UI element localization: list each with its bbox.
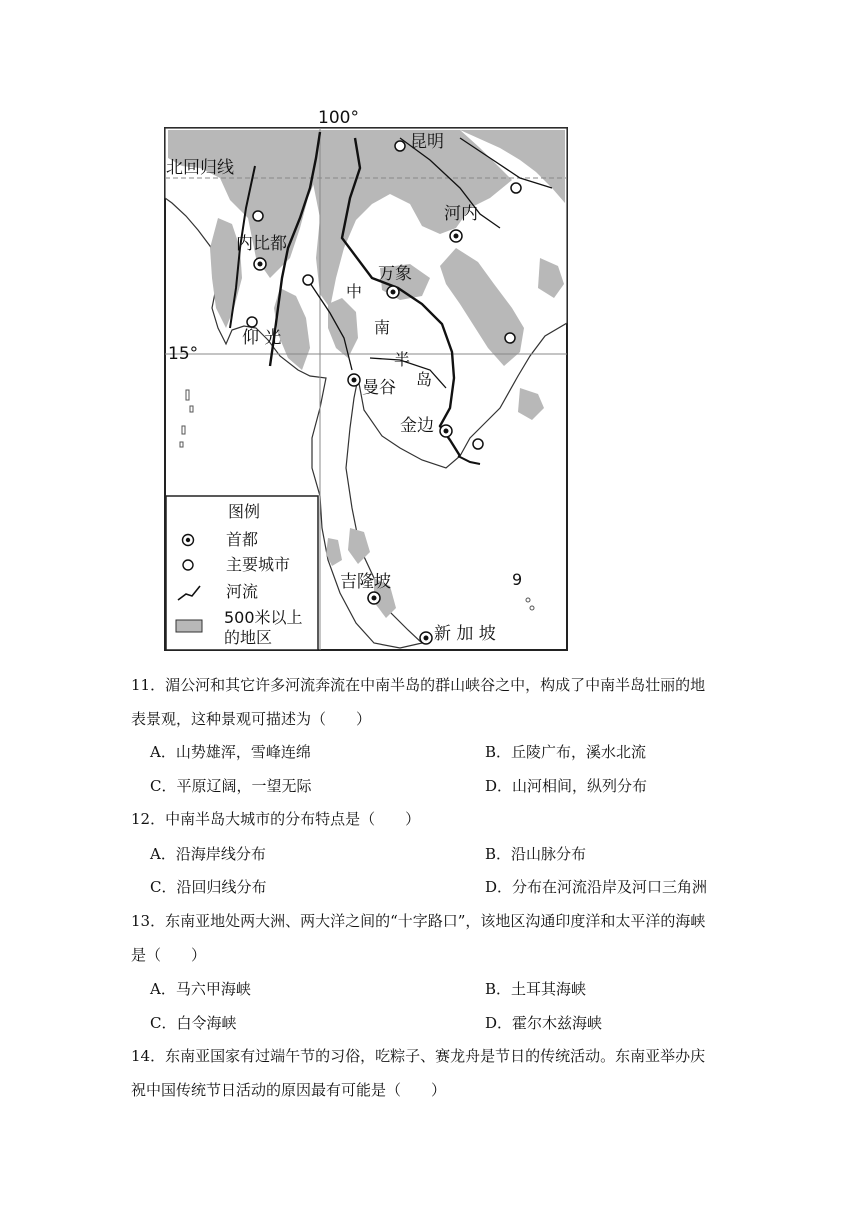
question-11-option-d[interactable]: D．山河相间，纵列分布 — [485, 777, 648, 795]
question-12-option-a[interactable]: A．沿海岸线分布 — [150, 845, 266, 863]
label-indochina-nan: 南 — [374, 318, 391, 337]
capital-bangkok-marker — [348, 374, 360, 386]
legend-city-label: 主要城市 — [226, 555, 291, 574]
label-indochina-zhong: 中 — [346, 282, 363, 301]
city-marker — [253, 211, 263, 221]
question-14-stem — [131, 1039, 741, 1107]
legend-capital-icon — [183, 535, 194, 546]
city-kunming-marker — [395, 141, 405, 151]
label-latitude-15: 15° — [168, 344, 199, 364]
legend-title: 图例 — [228, 502, 261, 521]
label-indochina-ban: 半 — [394, 350, 411, 369]
question-14-line-2: 祝中国传统节日活动的原因最有可能是（ ） — [131, 1081, 447, 1099]
question-11-option-a[interactable]: A．山势雄浑，雪峰连绵 — [150, 743, 311, 761]
question-14-line-1: 14．东南亚国家有过端午节的习俗，吃粽子、赛龙舟是节日的传统活动。东南亚举办庆 — [131, 1047, 706, 1065]
capital-hanoi-marker — [450, 230, 462, 242]
label-bangkok: 曼谷 — [362, 378, 396, 398]
question-12-line-1: 12．中南半岛大城市的分布特点是（ ） — [131, 810, 421, 828]
question-13-option-c[interactable]: C．白令海峡 — [150, 1014, 237, 1032]
question-11-option-b[interactable]: B．丘陵广布，溪水北流 — [485, 743, 647, 761]
question-13-line-1: 13．东南亚地处两大洲、两大洋之间的“十字路口”，该地区沟通印度洋和太平洋的海峡 — [131, 912, 706, 930]
question-11-stem — [131, 668, 741, 736]
capital-singapore-marker — [420, 632, 432, 644]
city-marker — [505, 333, 515, 343]
southeast-asia-map — [160, 108, 580, 653]
question-11-line-2: 表景观，这种景观可描述为（ ） — [131, 710, 372, 728]
label-vientiane: 万象 — [378, 264, 412, 284]
city-yangon-marker — [247, 317, 257, 327]
label-hanoi: 河内 — [444, 204, 478, 224]
label-kuala-lumpur: 吉隆坡 — [340, 572, 391, 592]
city-marker — [511, 183, 521, 193]
label-nine: 9 — [512, 570, 523, 589]
question-13-option-a[interactable]: A．马六甲海峡 — [150, 980, 251, 998]
question-11-option-c[interactable]: C．平原辽阔，一望无际 — [150, 777, 312, 795]
question-12-option-b[interactable]: B．沿山脉分布 — [485, 845, 587, 863]
capital-kualalumpur-marker — [368, 592, 380, 604]
label-tropic-of-cancer: 北回归线 — [166, 158, 234, 178]
city-marker — [473, 439, 483, 449]
capital-phnompenh-marker — [440, 425, 452, 437]
legend-river-label: 河流 — [226, 582, 259, 601]
label-singapore: 新 加 坡 — [434, 624, 496, 644]
label-kunming: 昆明 — [410, 132, 444, 152]
legend-highland-label-1: 500米以上 — [224, 608, 303, 627]
capital-naypyidaw-marker — [254, 258, 266, 270]
label-phnompenh: 金边 — [400, 416, 434, 436]
city-marker — [303, 275, 313, 285]
question-13-stem — [131, 904, 741, 972]
label-longitude-100: 100° — [318, 108, 359, 128]
legend-highland-swatch — [176, 620, 202, 632]
label-naypyidaw: 内比都 — [236, 234, 287, 254]
capital-vientiane-marker — [387, 286, 399, 298]
label-yangon: 仰 光 — [242, 328, 282, 348]
question-11-line-1: 11．湄公河和其它许多河流奔流在中南半岛的群山峡谷之中，构成了中南半岛壮丽的地 — [131, 676, 706, 694]
question-12-option-d[interactable]: D．分布在河流沿岸及河口三角洲 — [485, 878, 708, 896]
question-12-option-c[interactable]: C．沿回归线分布 — [150, 878, 267, 896]
question-13-option-b[interactable]: B．土耳其海峡 — [485, 980, 587, 998]
question-13-line-2: 是（ ） — [131, 946, 207, 964]
legend-city-icon — [183, 560, 193, 570]
legend-capital-label: 首都 — [226, 530, 259, 549]
label-indochina-dao: 岛 — [416, 370, 433, 389]
question-12-stem — [131, 802, 741, 836]
question-13-option-d[interactable]: D．霍尔木兹海峡 — [485, 1014, 603, 1032]
legend-highland-label-2: 的地区 — [224, 628, 273, 647]
